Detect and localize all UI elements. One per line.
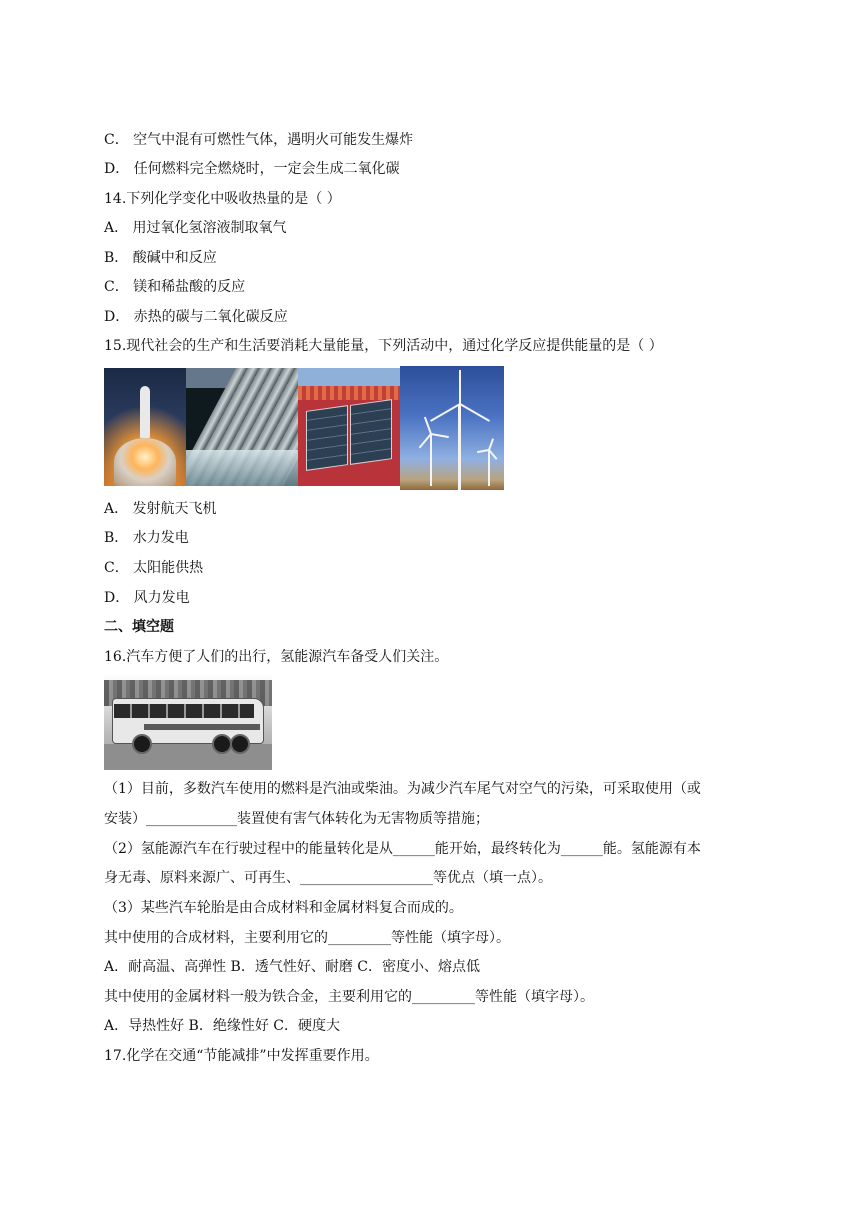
q14-option-a: A． 用过氧化氢溶液制取氧气	[104, 220, 287, 236]
q17-stem: 17.化学在交通“节能减排”中发挥重要作用。	[104, 1048, 379, 1064]
q14-option-b: B． 酸碱中和反应	[104, 250, 217, 266]
q16-part3-metal-options: A．导热性好 B．绝缘性好 C．硬度大	[104, 1018, 341, 1034]
q16-stem: 16.汽车方便了人们的出行，氢能源汽车备受人们关注。	[104, 649, 449, 665]
wind-turbine-image	[400, 366, 504, 490]
q16-part3-synthetic: 其中使用的合成材料，主要利用它的_________等性能（填字母）。	[104, 930, 510, 946]
q13-option-d: D． 任何燃料完全燃烧时，一定会生成二氧化碳	[104, 161, 400, 177]
solar-panel-image	[298, 368, 400, 486]
q16-part3-intro: （3）某些汽车轮胎是由合成材料和金属材料复合而成的。	[104, 900, 463, 916]
q13-option-c: C． 空气中混有可燃性气体，遇明火可能发生爆炸	[104, 132, 414, 148]
q16-part1-line2: 安装）_____________装置使有害气体转化为无害物质等措施；	[104, 811, 489, 827]
q14-option-c: C． 镁和稀盐酸的反应	[104, 279, 246, 295]
q14-stem: 14.下列化学变化中吸收热量的是（ ）	[104, 191, 341, 207]
q15-option-c: C． 太阳能供热	[104, 560, 204, 576]
q16-part3-metal: 其中使用的金属材料一般为铁合金，主要利用它的_________等性能（填字母）。	[104, 989, 594, 1005]
q16-part3-synthetic-options: A．耐高温、高弹性 B．透气性好、耐磨 C．密度小、熔点低	[104, 959, 481, 975]
q14-option-d: D． 赤热的碳与二氧化碳反应	[104, 309, 288, 325]
q16-part1-line1: （1）目前，多数汽车使用的燃料是汽油或柴油。为减少汽车尾气对空气的污染，可采取使用（或	[104, 781, 701, 797]
q15-option-b: B． 水力发电	[104, 530, 189, 546]
q15-stem: 15.现代社会的生产和生活要消耗大量能量，下列活动中，通过化学反应提供能量的是（ ）	[104, 338, 663, 354]
q16-part2-line2: 身无毒、原料来源广、可再生、___________________等优点（填一点）。	[104, 870, 552, 886]
q15-option-d: D． 风力发电	[104, 590, 190, 606]
hydrogen-bus-image	[104, 674, 272, 770]
q15-option-a: A． 发射航天飞机	[104, 501, 217, 517]
hydro-dam-image	[186, 368, 298, 486]
rocket-launch-image	[104, 368, 186, 486]
section-heading: 二、填空题	[104, 619, 174, 635]
q16-part2-line1: （2）氢能源汽车在行驶过程中的能量转化是从______能开始，最终转化为______能。氢能源有本	[104, 841, 701, 857]
